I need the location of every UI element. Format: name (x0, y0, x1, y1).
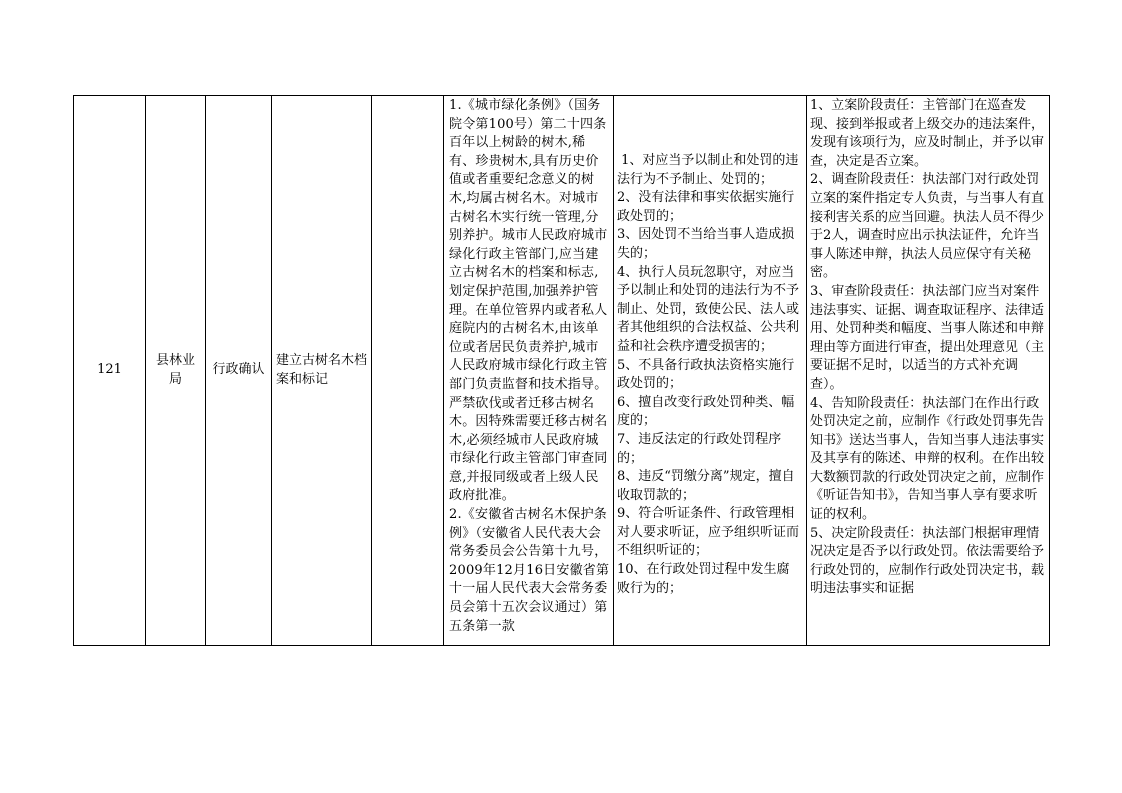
legal-basis-text: 1.《城市绿化条例》（国务院令第100号）第二十四条 百年以上树龄的树木,稀有、珍贵树木,具有历史价值或者重要纪念意义的树木,均属古树名木。对城市古树名木实行统一管理,分别养护。城市人民政府城市绿化行政主管部门,应当建立古树名木的档案和标志,划定保护范围,加强养护管理。在单位管界内或者私人庭院内的古树名木,由该单位或者居民负责养护,城市人民政府城市绿化行政主管部门负责监督和技术指导。严禁砍伐或者迁移古树名木。因特殊需要迁移古树名木,必须经城市人民政府城市绿化行政主管部门审查同意,并报同级或者上级人民政府批准。 2.《安徽省古树名木保护条例》（安徽省人民代表大会常务委员会公告第十九号，2009年12月16日安徽省第十一届人民代表大会常务委员会第十五次会议通过）第五条第一款 (449, 98, 610, 634)
duties-text: 1、立案阶段责任：主管部门在巡查发现、接到举报或者上级交办的违法案件，发现有该项行为，应及时制止，并予以审查，决定是否立案。 2、调查阶段责任：执法部门对行政处罚立案的案件指定专人负责，与当事人有直接利害关系的应当回避。执法人员不得少于2人，调查时应出示执法证件，允许当事人陈述申辩，执法人员应保守有关秘密。 3、审查阶段责任：执法部门应当对案件违法事实、证据、调查取证程序、法律适用、处罚种类和幅度、当事人陈述和申辩理由等方面进行审查，提出处理意见（主要证据不足时，以适当的方式补充调查）。 4、告知阶段责任：执法部门在作出行政处罚决定之前，应制作《行政处罚事先告知书》送达当事人，告知当事人违法事实及其享有的陈述、申辩的权利。在作出较大数额罚款的行政处罚决定之前，应制作《听证告知书》，告知当事人享有要求听证的权利。 5、决定阶段责任：执法部门根据审理情况决定是否予以行政处罚。依法需要给予行政处罚的，应制作行政处罚决定书，载明违法事实和证据 (810, 98, 1045, 597)
sub-item-cell (372, 96, 444, 646)
department-cell (146, 96, 206, 646)
duties-cell (807, 96, 1050, 646)
row-number-cell (74, 96, 146, 646)
item-name-cell (272, 96, 372, 646)
department-name: 县林业局 (156, 352, 196, 387)
power-type: 行政确认 (212, 362, 265, 378)
legal-basis-cell (444, 96, 614, 646)
accountability-text: 1、对应当予以制止和处罚的违法行为不予制止、处罚的； 2、没有法律和事实依据实施行政处罚的； 3、因处罚不当给当事人造成损失的； 4、执行人员玩忽职守，对应当予以制止和处罚的违法行为不予制止、处罚，致使公民、法人或者其他组织的合法权益、公共利益和社会秩序遭受损害的； 5、不具备行政执法资格实施行政处罚的； 6、擅自改变行政处罚种类、幅度的； 7、违反法定的行政处罚程序的； 8、违反“罚缴分离”规定，擅自收取罚款的； 9、符合听证条件、行政管理相对人要求听证，应予组织听证而不组织听证的； 10、在行政处罚过程中发生腐败行为的； (617, 153, 800, 596)
table-row (74, 96, 1050, 646)
row-number: 121 (97, 362, 122, 378)
item-name: 建立古树名木档案和标记 (276, 352, 368, 387)
powers-table (73, 95, 1050, 646)
power-type-cell (206, 96, 272, 646)
accountability-cell (614, 96, 807, 646)
